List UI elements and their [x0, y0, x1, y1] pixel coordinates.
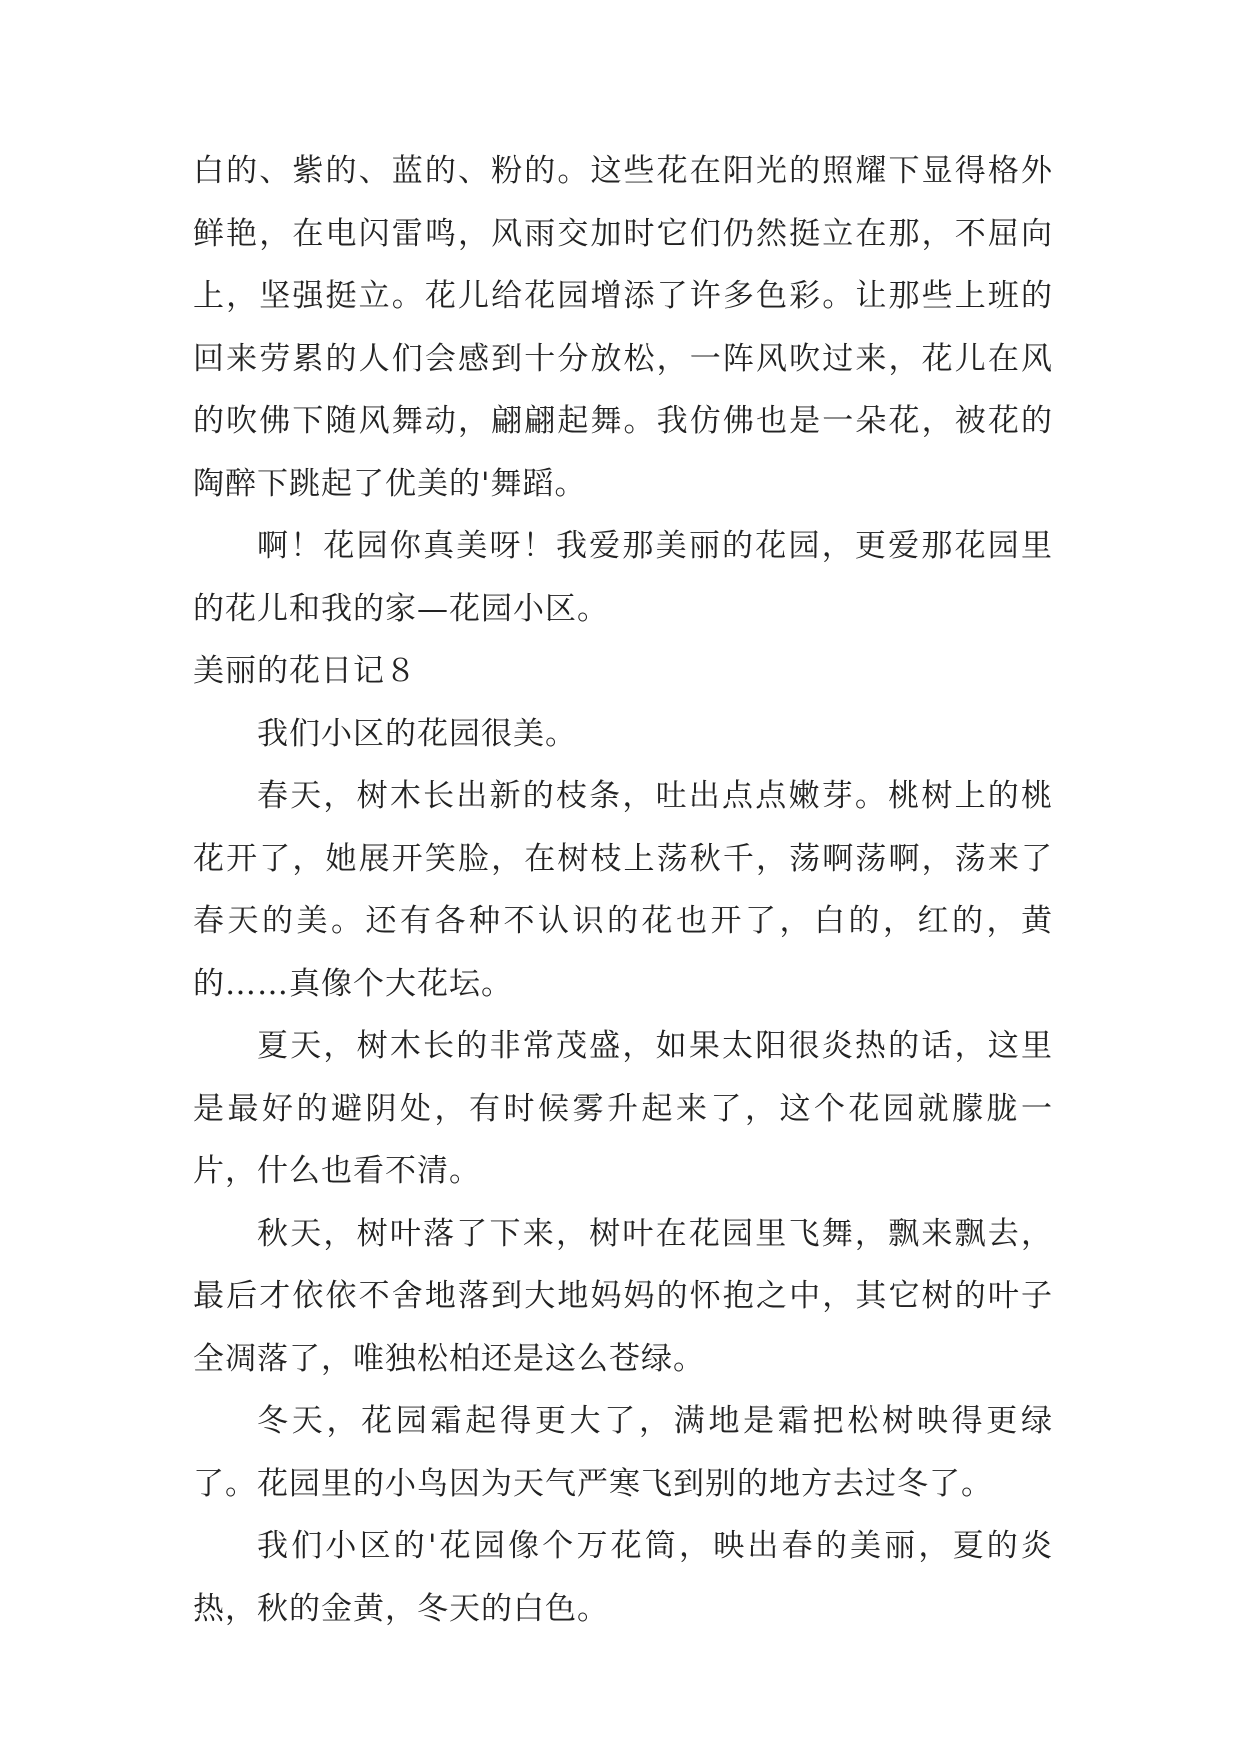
paragraph-spring: 春天，树木长出新的枝条，吐出点点嫩芽。桃树上的桃花开了，她展开笑脸，在树枝上荡秋千，荡啊荡啊，荡来了春天的美。还有各种不认识的花也开了，白的，红的，黄的……真像个大花坛。	[193, 778, 1053, 1002]
paragraph-conclusion: 我们小区的'花园像个万花筒，映出春的美丽，夏的炎热，秋的金黄，冬天的白色。	[193, 1528, 1053, 1627]
paragraph-garden-praise: 啊！花园你真美呀！我爱那美丽的花园，更爱那花园里的花儿和我的家—花园小区。	[193, 528, 1053, 627]
paragraph-winter: 冬天，花园霜起得更大了，满地是霜把松树映得更绿了。花园里的小鸟因为天气严寒飞到别的地方去过冬了。	[193, 1403, 1053, 1502]
paragraph-flower-colors: 白的、紫的、蓝的、粉的。这些花在阳光的照耀下显得格外鲜艳，在电闪雷鸣，风雨交加时它们仍然挺立在那，不屈向上，坚强挺立。花儿给花园增添了许多色彩。让那些上班的回来劳累的人们会感到十分放松，一阵风吹过来，花儿在风的吹佛下随风舞动，翩翩起舞。我仿佛也是一朵花，被花的陶醉下跳起了优美的'舞蹈。	[193, 153, 1053, 502]
paragraph-intro: 我们小区的花园很美。	[257, 715, 577, 752]
paragraph-autumn: 秋天，树叶落了下来，树叶在花园里飞舞，飘来飘去，最后才依依不舍地落到大地妈妈的怀抱之中，其它树的叶子全凋落了，唯独松柏还是这么苍绿。	[193, 1215, 1053, 1377]
section-title: 美丽的花日记８	[193, 653, 417, 689]
paragraph-summer: 夏天，树木长的非常茂盛，如果太阳很炎热的话，这里是最好的避阴处，有时候雾升起来了，这个花园就朦胧一片，什么也看不清。	[193, 1028, 1053, 1189]
document-body	[193, 140, 1053, 1640]
